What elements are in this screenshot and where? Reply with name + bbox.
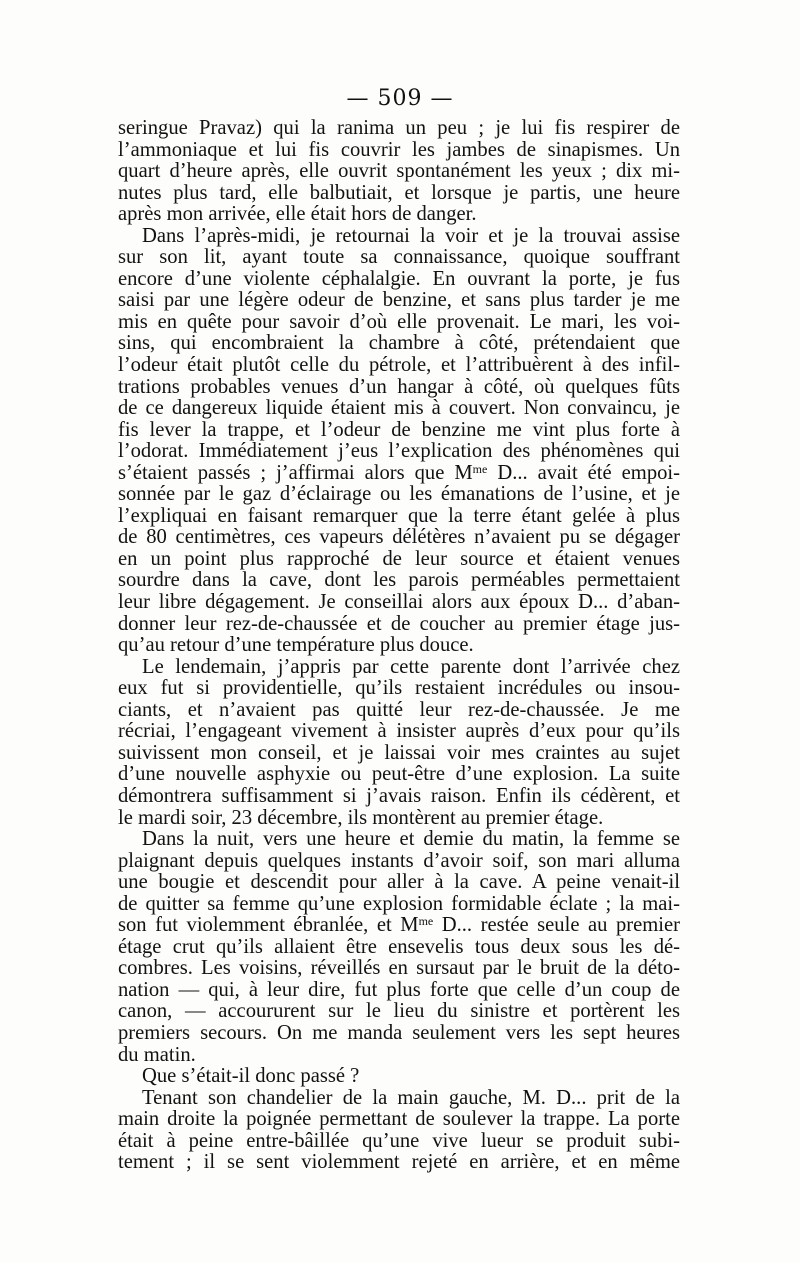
text-line: sur son lit, ayant toute sa connaissance, quoique souffrant [118,246,680,269]
text-line: seringue Pravaz) qui la ranima un peu ; je lui fis respirer de [118,117,680,139]
text-line: étage crut qu’ils allaient être ensevelis tous deux sous les dé- [118,935,680,958]
text-line: nutes plus tard, elle balbutiait, et lorsque je partis, une heure [118,181,680,204]
text-line: après mon arrivée, elle était hors de danger. [118,203,477,226]
text-line: saisi par une légère odeur de benzine, et sans plus tarder je me [118,289,680,312]
text-line: l’odeur était plutôt celle du pétrole, et l’attribuèrent à des infil- [118,354,680,377]
text-line: du matin. [118,1043,196,1066]
text-line: récriai, l’engageant vivement à insister auprès d’eux pour qu’ils [118,720,680,743]
text-line: l’odorat. Immédiatement j’eus l’explication des phénomènes qui [118,440,680,463]
text-line: Dans l’après-midi, je retournai la voir et je la trouvai assise [142,224,680,247]
text-line: tement ; il se sent violemment rejeté en arrière, et en même [118,1151,680,1174]
text-line: sourdre dans la cave, dont les parois perméables permettaient [118,569,680,592]
text-line: Tenant son chandelier de la main gauche, M. D... prit de la [142,1086,680,1109]
text-line: de ce dangereux liquide étaient mis à couvert. Non convaincu, je [118,397,680,420]
body-text [118,118,680,1174]
text-line: leur libre dégagement. Je conseillai alors aux époux D... d’aban- [118,591,680,614]
text-line: donner leur rez-de-chaussée et de coucher au premier étage jus- [118,612,680,635]
text-line: plaignant depuis quelques instants d’avoir soif, son mari alluma [118,849,680,872]
text-line: le mardi soir, 23 décembre, ils montèrent au premier étage. [118,806,604,829]
text-line: l’ammoniaque et lui fis couvrir les jambes de sinapismes. Un [118,138,680,161]
text-line: canon, — accoururent sur le lieu du sinistre et portèrent les [118,1000,680,1023]
text-line: eux fut si providentielle, qu’ils restaient incrédules ou insou- [118,677,680,700]
text-line: Dans la nuit, vers une heure et demie du matin, la femme se [142,828,680,851]
text-line: main droite la poignée permettant de soulever la trappe. La porte [118,1108,680,1131]
text-line: sins, qui encombraient la chambre à côté, prétendaient que [118,332,680,355]
text-line: en un point plus rapproché de leur source et étaient venues [118,547,680,570]
text-line: suivissent mon conseil, et je laissai voir mes craintes au sujet [118,741,680,764]
text-line: trations probables venues d’un hangar à côté, où quelques fûts [118,375,680,398]
text-line: démontrera suffisamment si j’avais raison. Enfin ils cédèrent, et [118,784,680,807]
text-line: nation — qui, à leur dire, fut plus forte que celle d’un coup de [118,978,680,1001]
text-line: fis lever la trappe, et l’odeur de benzine me vint plus forte à [118,418,680,441]
text-line: premiers secours. On me manda seulement vers les sept heures [118,1021,680,1044]
text-line: son fut violemment ébranlée, et $M^{me}$ D... restée seule au premier [118,914,680,937]
page-number: — 509 — [346,86,454,111]
text-line: ciants, et n’avaient pas quitté leur rez-de-chaussée. Je me [118,698,680,721]
text-line: qu’au retour d’une température plus douce. [118,634,474,657]
text-line: de quitter sa femme qu’une explosion formidable éclate ; la mai- [118,892,680,915]
text-line: l’expliquai en faisant remarquer que la terre étant gelée à plus [118,504,680,527]
text-line: combres. Les voisins, réveillés en sursaut par le bruit de la déto- [118,957,680,980]
text-line: d’une nouvelle asphyxie ou peut-être d’une explosion. La suite [118,763,680,786]
text-line: mis en quête pour savoir d’où elle provenait. Le mari, les voi- [118,310,680,333]
text-line: une bougie et descendit pour aller à la cave. A peine venait-il [118,871,680,894]
text-line: sonnée par le gaz d’éclairage ou les émanations de l’usine, et je [118,483,680,506]
text-line: encore d’une violente céphalalgie. En ouvrant la porte, je fus [118,267,680,290]
text-line: Le lendemain, j’appris par cette parente dont l’arrivée chez [142,655,680,678]
text-line: s’étaient passés ; j’affirmai alors que $M^{me}$ D... avait été empoi- [118,461,680,484]
text-line: de 80 centimètres, ces vapeurs délétères n’avaient pu se dégager [118,526,680,549]
text-line: Que s’était-il donc passé ? [142,1065,360,1088]
text-line: quart d’heure après, elle ouvrit spontanément les yeux ; dix mi- [118,160,680,183]
text-line: était à peine entre-bâillée qu’une vive lueur se produit subi- [118,1129,680,1152]
